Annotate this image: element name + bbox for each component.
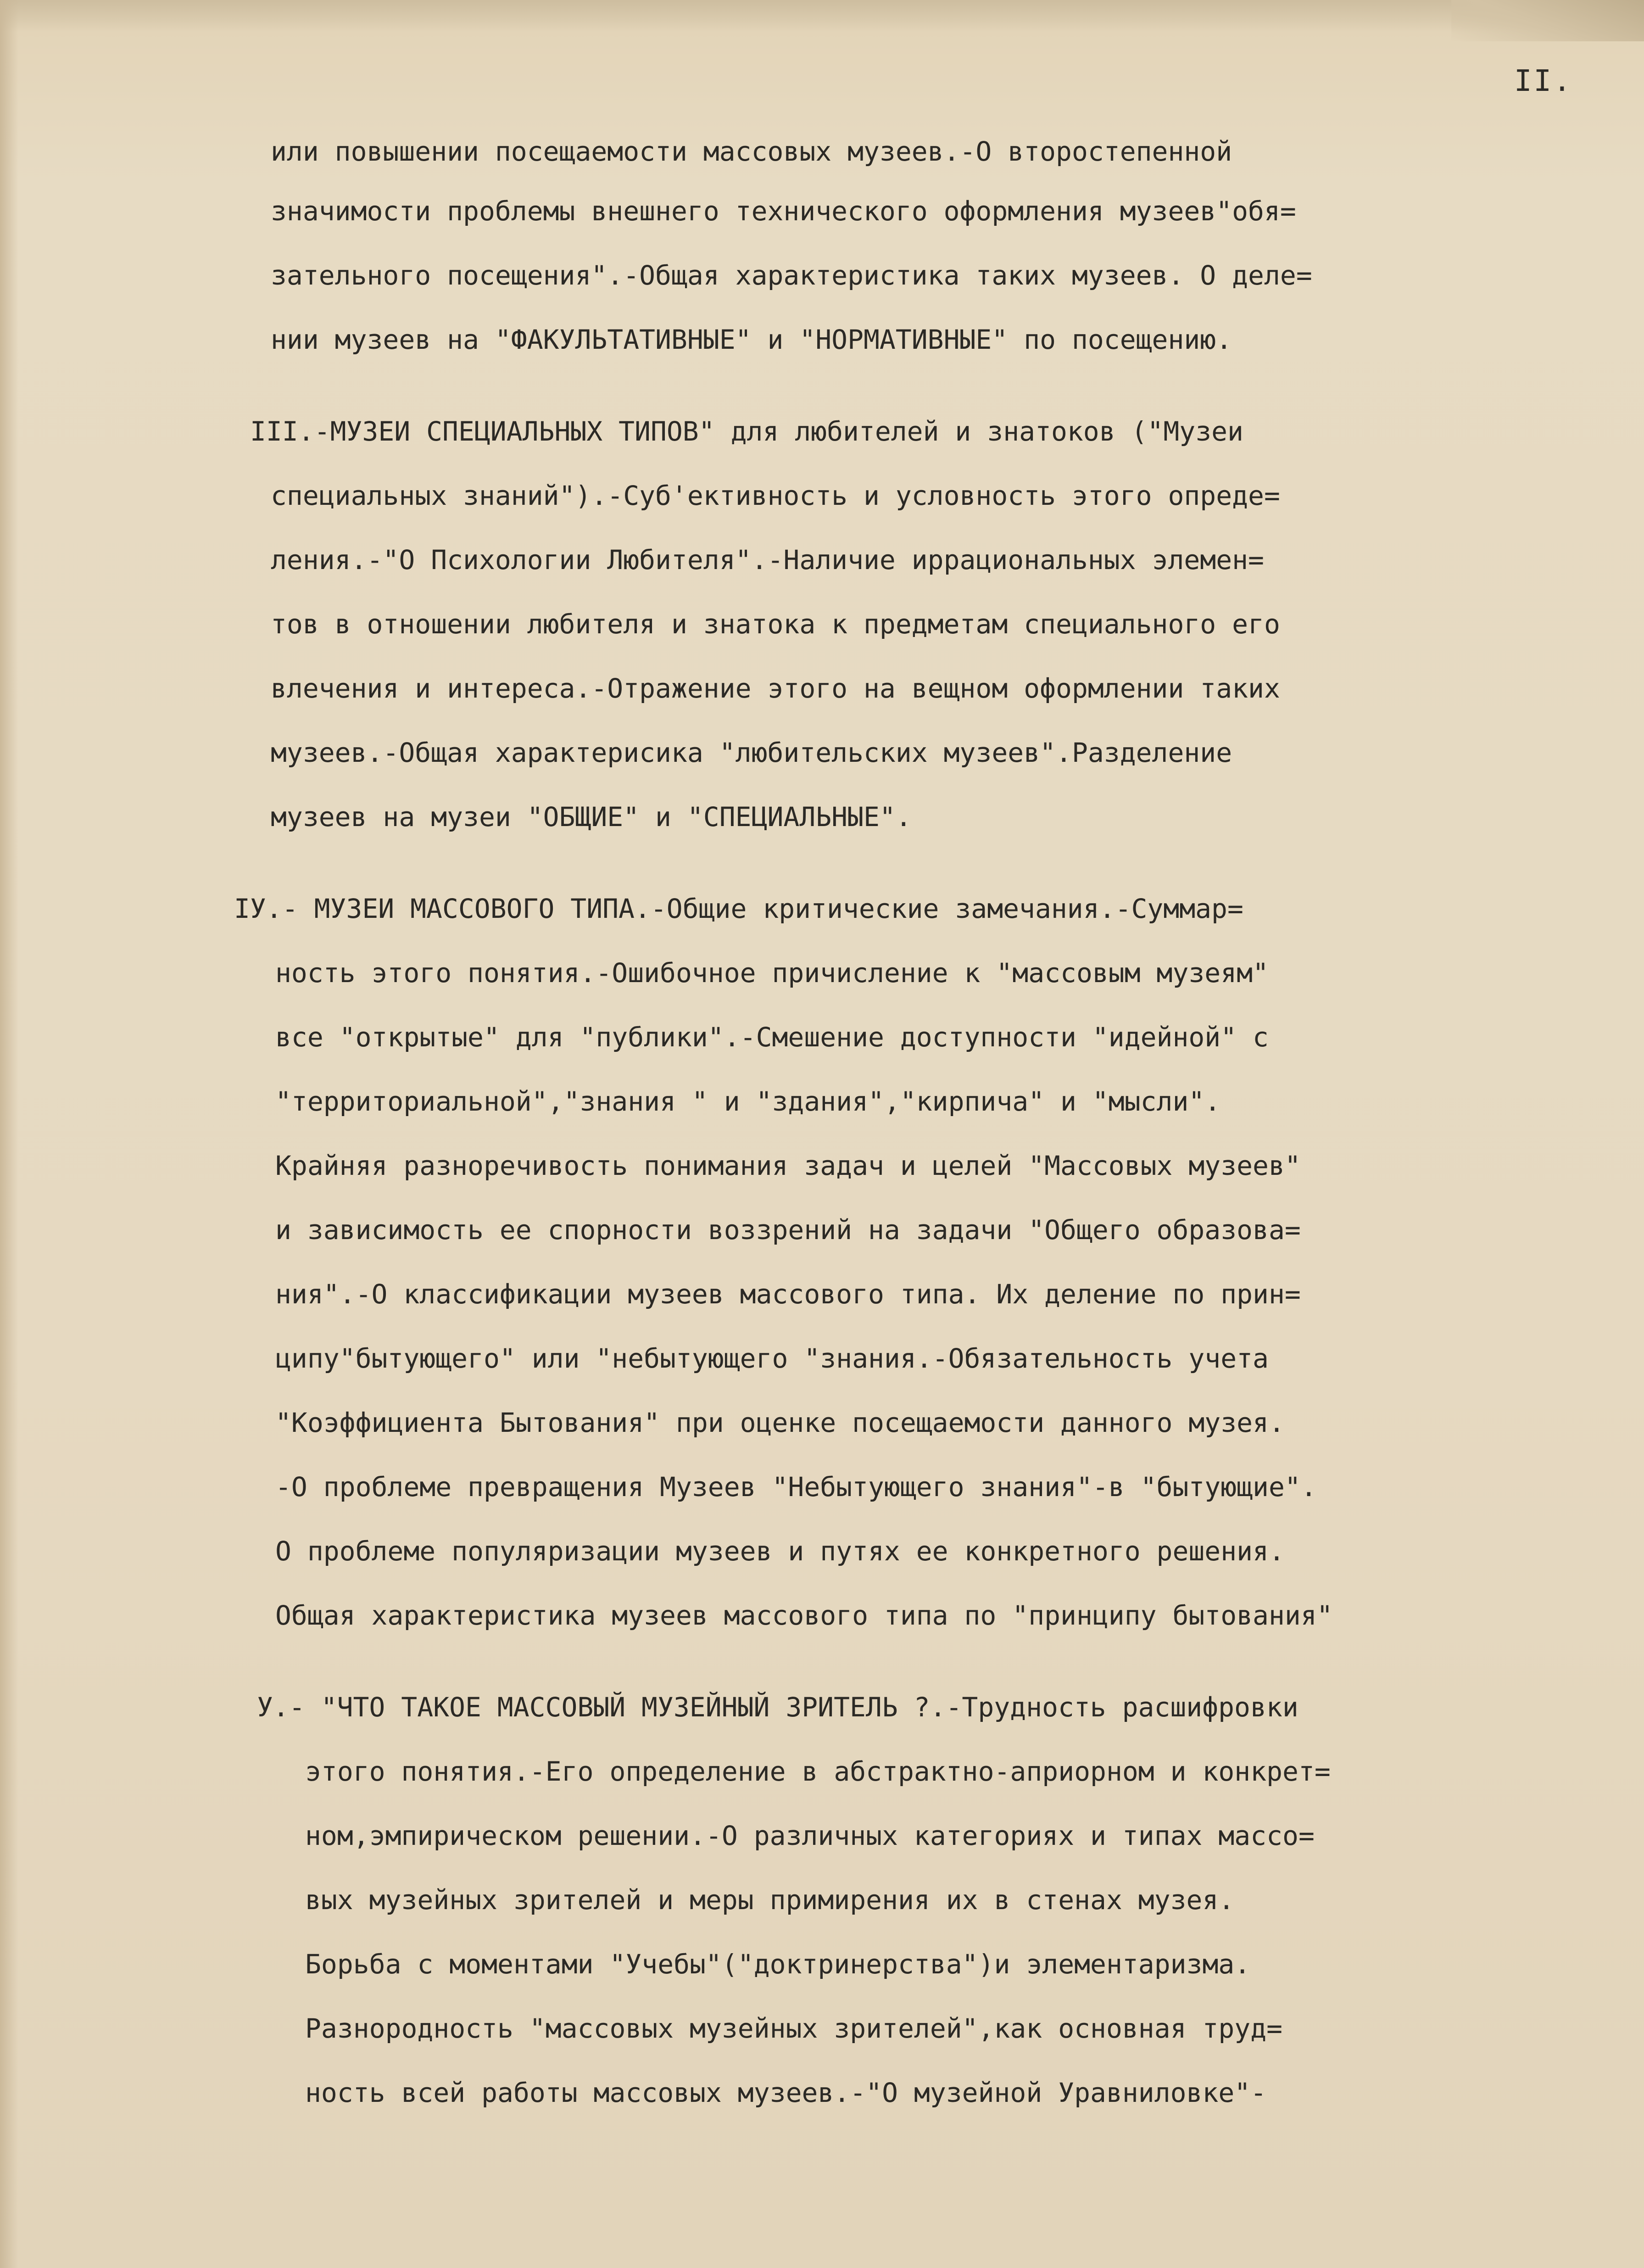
text-line: зательного посещения".-Общая характеристика таких музеев. О деле= bbox=[271, 260, 1312, 291]
text-line: ципу"бытующего" или "небытующего "знания.-Обязательность учета bbox=[275, 1343, 1269, 1374]
paper-corner-fold bbox=[1451, 0, 1644, 41]
paper-top-edge bbox=[0, 0, 1644, 32]
text-line: ном,эмпирическом решении.-О различных категориях и типах массо= bbox=[305, 1820, 1315, 1851]
text-line: этого понятия.-Его определение в абстрактно-априорном и конкрет= bbox=[305, 1756, 1331, 1787]
text-line: ления.-"О Психологии Любителя".-Наличие иррациональных элемен= bbox=[271, 544, 1264, 575]
page-number: II. bbox=[1514, 64, 1573, 98]
paper-left-edge bbox=[0, 0, 18, 2268]
text-line: музеев.-Общая характерисика "любительских музеев".Разделение bbox=[271, 737, 1232, 768]
text-line: Разнородность "массовых музейных зрителей",как основная труд= bbox=[305, 2013, 1283, 2044]
text-line: ность всей работы массовых музеев.-"О музейной Уравниловке"- bbox=[305, 2077, 1267, 2108]
text-line: нии музеев на "ФАКУЛЬТАТИВНЫЕ" и "НОРМАТИВНЫЕ" по посещению. bbox=[271, 324, 1232, 355]
text-line: вых музейных зрителей и меры примирения их в стенах музея. bbox=[305, 1884, 1235, 1916]
text-line: тов в отношении любителя и знатока к предметам специального его bbox=[271, 609, 1280, 640]
section-iv-heading: IУ.- МУЗЕИ МАССОВОГО ТИПА.-Общие критические замечания.-Суммар= bbox=[234, 893, 1243, 924]
text-line: -О проблеме превращения Музеев "Небытующего знания"-в "бытующие". bbox=[275, 1471, 1317, 1503]
text-line: и зависимость ее спорности воззрений на задачи "Общего образова= bbox=[275, 1214, 1301, 1246]
text-line: музеев на музеи "ОБЩИЕ" и "СПЕЦИАЛЬНЫЕ". bbox=[271, 801, 912, 832]
text-line: ния".-О классификации музеев массового типа. Их деление по прин= bbox=[275, 1279, 1301, 1310]
text-line: влечения и интереса.-Отражение этого на вещном оформлении таких bbox=[271, 673, 1280, 704]
text-line: ность этого понятия.-Ошибочное причисление к "массовым музеям" bbox=[275, 957, 1269, 989]
text-line: "территориальной","знания " и "здания","кирпича" и "мысли". bbox=[275, 1086, 1221, 1117]
text-line: "Коэффициента Бытования" при оценке посещаемости данного музея. bbox=[275, 1407, 1285, 1438]
section-iii-heading: III.-МУЗЕИ СПЕЦИАЛЬНЫХ ТИПОВ" для любителей и знатоков ("Музеи bbox=[250, 416, 1243, 447]
text-line: Борьба с моментами "Учебы"("доктринерства")и элементаризма. bbox=[305, 1949, 1251, 1980]
text-line: Общая характеристика музеев массового типа по "принципу бытования" bbox=[275, 1600, 1333, 1631]
section-v-heading: У.- "ЧТО ТАКОЕ МАССОВЫЙ МУЗЕЙНЫЙ ЗРИТЕЛЬ ?.-Трудность расшифровки bbox=[257, 1692, 1298, 1723]
text-line: специальных знаний").-Суб'ективность и условность этого опреде= bbox=[271, 480, 1280, 511]
text-line: все "открытые" для "публики".-Смешение доступности "идейной" с bbox=[275, 1022, 1269, 1053]
text-line: значимости проблемы внешнего технического оформления музеев"обя= bbox=[271, 196, 1296, 227]
text-line: О проблеме популяризации музеев и путях ее конкретного решения. bbox=[275, 1536, 1285, 1567]
text-line: Крайняя разноречивость понимания задач и целей "Массовых музеев" bbox=[275, 1150, 1301, 1181]
text-line: или повышении посещаемости массовых музеев.-О второстепенной bbox=[271, 136, 1232, 167]
